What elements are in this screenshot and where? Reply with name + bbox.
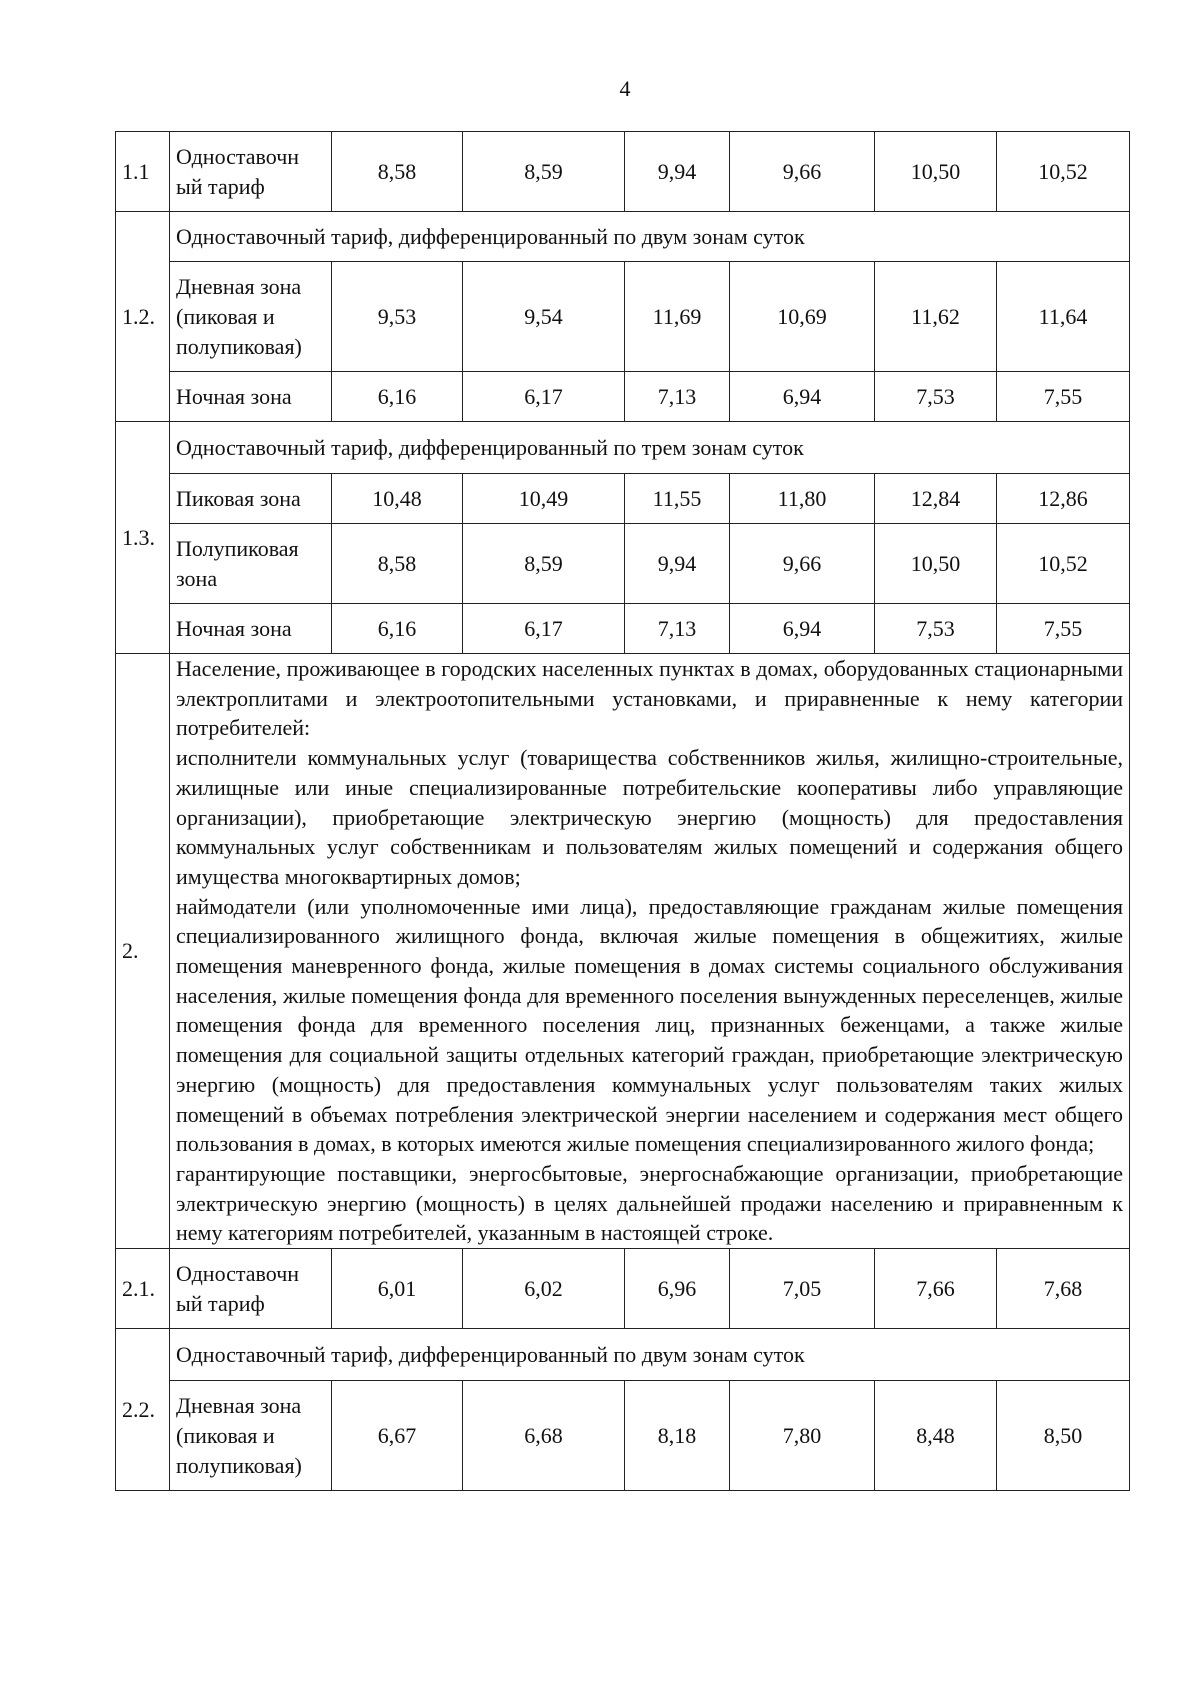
value-cell: 10,48 (332, 474, 463, 524)
value-cell: 7,53 (875, 372, 997, 422)
value-cell: 11,64 (997, 262, 1130, 372)
value-cell: 9,54 (463, 262, 625, 372)
description-paragraph: исполнители коммунальных услуг (товарищества собственников жилья, жилищно-строительные, жилищные или иные специализированные потребительские кооперативы либо управляющие организации), приобретающие электрическую энергию (мощность) для предоставления коммунальных услуг собственникам и пользователям жилых помещений и содержания общего имущества многоквартирных домов; (176, 745, 1123, 889)
value-cell: 11,69 (625, 262, 730, 372)
value-cell: 7,13 (625, 372, 730, 422)
row-number: 1.1 (116, 132, 170, 212)
table-row (116, 212, 1130, 262)
row-label: Пиковая зона (170, 474, 332, 524)
description-paragraph: гарантирующие поставщики, энергосбытовые, энергоснабжающие организации, приобретающие электрическую энергию (мощность) в целях дальнейшей продажи населению и приравненным к нему категориям потребителей, указанным в настоящей строке. (176, 1160, 1123, 1246)
value-cell: 8,58 (332, 524, 463, 604)
value-cell: 6,68 (463, 1381, 625, 1491)
value-cell: 7,66 (875, 1249, 997, 1329)
row-label: Ночная зона (170, 372, 332, 422)
value-cell: 6,94 (730, 372, 875, 422)
value-cell: 7,05 (730, 1249, 875, 1329)
row-label: Дневная зона (пиковая и полупиковая) (170, 1381, 332, 1491)
value-cell: 7,55 (997, 372, 1130, 422)
table-row (116, 372, 1130, 422)
row-label: Одноставочн ый тариф (170, 1249, 332, 1329)
value-cell: 6,17 (463, 604, 625, 654)
value-cell: 10,50 (875, 132, 997, 212)
category-description (170, 654, 1130, 1249)
table-row (116, 604, 1130, 654)
value-cell: 10,50 (875, 524, 997, 604)
value-cell: 7,55 (997, 604, 1130, 654)
value-cell: 6,16 (332, 372, 463, 422)
table-row (116, 422, 1130, 474)
value-cell: 8,48 (875, 1381, 997, 1491)
row-label: Одноставочн ый тариф (170, 132, 332, 212)
section-title: Одноставочный тариф, дифференцированный по двум зонам суток (170, 212, 1130, 262)
row-number: 1.2. (116, 212, 170, 422)
value-cell: 10,52 (997, 524, 1130, 604)
table-row (116, 1381, 1130, 1491)
table-row (116, 654, 1130, 1249)
value-cell: 8,59 (463, 132, 625, 212)
table-row (116, 474, 1130, 524)
row-label: Ночная зона (170, 604, 332, 654)
value-cell: 11,62 (875, 262, 997, 372)
value-cell: 10,49 (463, 474, 625, 524)
value-cell: 8,59 (463, 524, 625, 604)
row-label: Дневная зона (пиковая и полупиковая) (170, 262, 332, 372)
description-paragraph: наймодатели (или уполномоченные ими лица), предоставляющие гражданам жилые помещения специализированного жилищного фонда, включая жилые помещения в общежитиях, жилые помещения маневренного фонда, жилые помещения в домах системы социального обслуживания населения, жилые помещения фонда для временного поселения вынужденных переселенцев, жилые помещения фонда для временного поселения лиц, признанных беженцами, а также жилые помещения для социальной защиты отдельных категорий граждан, приобретающие электрическую энергию (мощность) для предоставления коммунальных услуг пользователям таких жилых помещений в объемах потребления электрической энергии населением и содержания мест общего пользования в домах, в которых имеются жилые помещения специализированного жилого фонда; (176, 893, 1123, 1157)
row-number: 2.1. (116, 1249, 170, 1329)
value-cell: 8,50 (997, 1381, 1130, 1491)
value-cell: 6,02 (463, 1249, 625, 1329)
table-row (116, 262, 1130, 372)
value-cell: 7,13 (625, 604, 730, 654)
table-row (116, 1249, 1130, 1329)
row-number: 2.2. (116, 1329, 170, 1491)
table-row (116, 132, 1130, 212)
table-row (116, 524, 1130, 604)
section-title: Одноставочный тариф, дифференцированный по трем зонам суток (170, 422, 1130, 474)
value-cell: 11,80 (730, 474, 875, 524)
value-cell: 8,18 (625, 1381, 730, 1491)
row-number: 1.3. (116, 422, 170, 654)
value-cell: 11,55 (625, 474, 730, 524)
value-cell: 6,01 (332, 1249, 463, 1329)
value-cell: 6,96 (625, 1249, 730, 1329)
value-cell: 7,53 (875, 604, 997, 654)
tariff-table (115, 131, 1130, 1491)
table-row (116, 1329, 1130, 1381)
value-cell: 9,53 (332, 262, 463, 372)
row-label: Полупиковая зона (170, 524, 332, 604)
value-cell: 10,52 (997, 132, 1130, 212)
value-cell: 12,84 (875, 474, 997, 524)
value-cell: 9,94 (625, 524, 730, 604)
value-cell: 12,86 (997, 474, 1130, 524)
value-cell: 7,68 (997, 1249, 1130, 1329)
value-cell: 9,66 (730, 524, 875, 604)
value-cell: 6,17 (463, 372, 625, 422)
value-cell: 9,66 (730, 132, 875, 212)
value-cell: 6,94 (730, 604, 875, 654)
row-number: 2. (116, 654, 170, 1249)
page-number: 4 (619, 76, 631, 101)
value-cell: 7,80 (730, 1381, 875, 1491)
value-cell: 10,69 (730, 262, 875, 372)
description-paragraph: Население, проживающее в городских населенных пунктах в домах, оборудованных стационарными электроплитами и электроотопительными установками, и приравненные к нему категории потребителей: (176, 656, 1123, 741)
value-cell: 9,94 (625, 132, 730, 212)
value-cell: 8,58 (332, 132, 463, 212)
section-title: Одноставочный тариф, дифференцированный по двум зонам суток (170, 1329, 1130, 1381)
value-cell: 6,16 (332, 604, 463, 654)
value-cell: 6,67 (332, 1381, 463, 1491)
